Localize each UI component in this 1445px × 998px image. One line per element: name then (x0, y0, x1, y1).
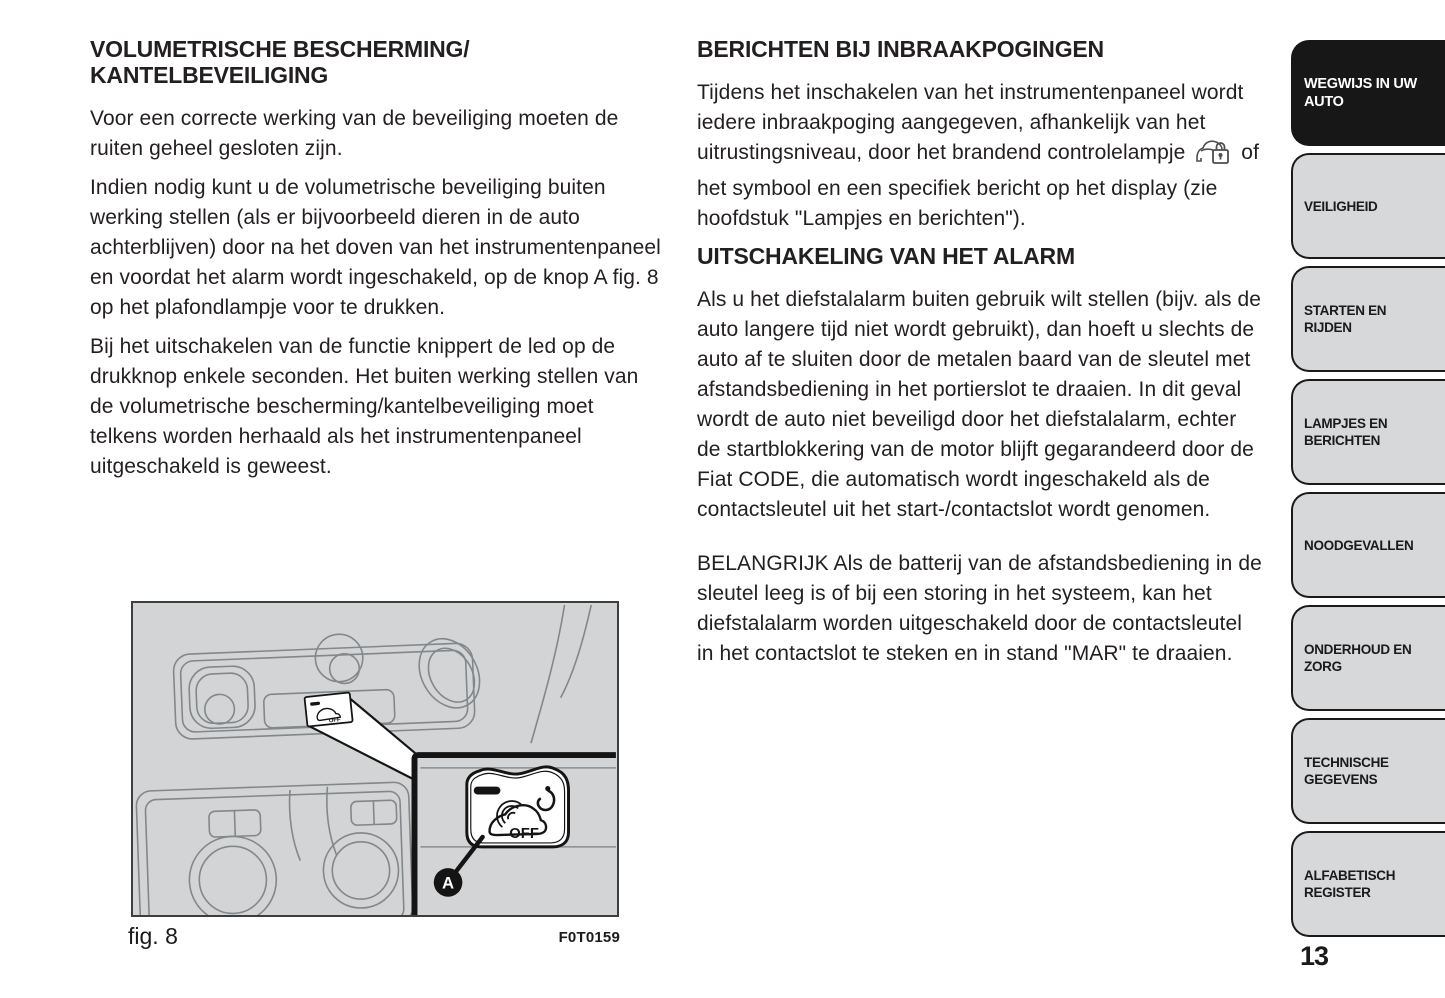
paragraph: Bij het uitschakelen van de functie knippert de led op de drukknop enkele seconden. Het buiten werking stellen van de volumetrische bescherming/kantelbeveiliging moet telkens worden herhaald als het instrumentenpaneel uitgeschakeld is geweest. (90, 335, 639, 478)
small-button-off-text: OFF (328, 717, 341, 725)
paragraph: Indien nodig kunt u de volumetrische beveiliging buiten werking stellen (als er bijvoorbeeld dieren in de auto achterblijven) door na het doven van het instrumentenpaneel en voordat het alarm wordt ingeschakeld, op de knop A fig. 8 op het plafondlampje voor te drukken. (90, 176, 661, 319)
tab-label: ONDERHOUD EN ZORG (1304, 642, 1412, 674)
tab-veiligheid (1291, 153, 1445, 259)
tab-label: ALFABETISCH REGISTER (1304, 868, 1396, 900)
button-led-icon (474, 787, 501, 795)
left-lamp-outline (188, 665, 256, 729)
tab-label: WEGWIJS IN UW AUTO (1304, 76, 1417, 110)
section-heading-volumetrische (90, 36, 662, 88)
paragraph: Voor een correcte werking van de beveiliging moeten de ruiten geheel gesloten zijn. (90, 107, 619, 160)
lower-lamp-right-inner (331, 841, 390, 900)
tab-label: NOODGEVALLEN (1304, 537, 1414, 553)
text-before-icon: Tijdens het inschakelen van het instrumentenpaneel wordt iedere inbraakpoging aangegeven, afhankelijk van het uitrustingsniveau, door het brandend controlelampje (697, 81, 1244, 164)
tab-onderhoud-en-zorg (1291, 605, 1445, 711)
heading-line-2: KANTELBEVEILIGING (90, 62, 329, 88)
sensor-inner (329, 653, 360, 684)
chapter-tab-index (1291, 40, 1445, 944)
tab-label: LAMPJES EN BERICHTEN (1304, 416, 1388, 448)
tab-label: STARTEN EN RIJDEN (1304, 303, 1387, 335)
left-lamp-inner (195, 673, 248, 724)
lower-lamp-right (322, 832, 400, 910)
lower-unit-divider-right (326, 786, 336, 855)
text-after-icon: of het symbool en een specifiek bericht op het display (zie hoofdstuk "Lampjes en berichten"). (697, 141, 1260, 230)
section-heading-uitschakeling: UITSCHAKELING VAN HET ALARM (697, 243, 1075, 269)
car-lock-warning-icon (1195, 138, 1231, 174)
left-lamp-bulb (204, 694, 235, 725)
tab-lampjes-en-berichten (1291, 379, 1445, 485)
lower-unit-divider-left (289, 790, 300, 861)
tab-wegwijs-in-uw-auto (1291, 40, 1445, 146)
paragraph-with-icon (697, 78, 1264, 234)
lower-lamp-left-inner (198, 845, 267, 914)
tab-label: TECHNISCHE GEGEVENS (1304, 755, 1389, 787)
tab-label: VEILIGHEID (1304, 198, 1378, 214)
tab-technische-gegevens (1291, 718, 1445, 824)
pillar-line-1 (531, 605, 565, 743)
figure-8-illustration (131, 601, 619, 917)
tab-starten-en-rijden (1291, 266, 1445, 372)
lower-switch-left-divider (234, 811, 235, 837)
left-column (90, 36, 662, 491)
label-a-text: A (442, 873, 455, 893)
paragraph-belangrijk: BELANGRIJK Als de batterij van de afstandsbediening in de sleutel leeg is of bij een storing in het systeem, kan het diefstalalarm worden uitgeschakeld door de contactsleutel in het contactslot te steken en in stand "MAR" te draaien. (697, 552, 1262, 665)
lower-unit-outline (136, 782, 413, 915)
figure-caption-row (128, 923, 620, 949)
tab-noodgevallen (1291, 492, 1445, 598)
heading-line-1: VOLUMETRISCHE BESCHERMING/ (90, 36, 470, 62)
lower-unit-inner (145, 791, 404, 915)
lower-switch-right-divider (373, 801, 374, 825)
right-lamp-outline (407, 628, 492, 719)
tab-alfabetisch-register (1291, 831, 1445, 937)
button-off-text: OFF (509, 825, 539, 842)
pillar-line-2 (561, 605, 592, 698)
ceiling-lamp-drawing (133, 603, 617, 915)
section-heading-berichten: BERICHTEN BIJ INBRAAKPOGINGEN (697, 36, 1104, 62)
figure-code: F0T0159 (558, 929, 620, 946)
page-number: 13 (1300, 941, 1329, 971)
figure-caption: fig. 8 (128, 923, 178, 949)
sensor-outline (314, 633, 363, 682)
paragraph: Als u het diefstalalarm buiten gebruik wilt stellen (bijv. als de auto langere tijd niet wordt gebruikt), dan hoeft u slechts de auto af te sluiten door de metalen baard van de sleutel met afstandsbediening in het portierslot te draaien. In dit geval wordt de auto niet beveiligd door het diefstalalarm, echter de startblokkering van de motor blijft gegarandeerd door de Fiat CODE, die automatisch wordt ingeschakeld als de contactsleutel uit het start-/contactslot wordt genomen. (697, 288, 1262, 521)
right-column (697, 36, 1264, 678)
